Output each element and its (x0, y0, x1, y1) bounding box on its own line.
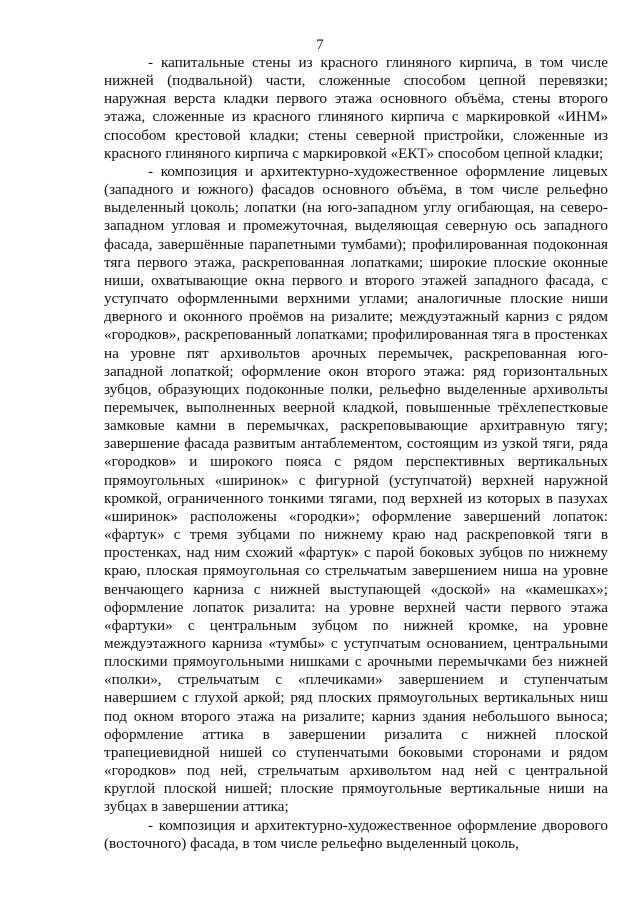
document-body (104, 54, 608, 853)
paragraph-courtyard-facade: - композиция и архитектурно-художественное оформление дворового (восточного) фасада, в том числе рельефно выделенный цоколь, (104, 816, 608, 852)
page-number: 7 (316, 37, 324, 53)
paragraph-main-facades: - композиция и архитектурно-художественное оформление лицевых (западного и южного) фасадов основного объёма, в том числе рельефно выделенный цоколь; лопатки (на юго-западном углу огибающая, на северо-западном угловая и промежуточная, выделяющая северную ось западного фасада, завершённые парапетными тумбами); профилированная подоконная тяга первого этажа, раскрепованная лопатками; широкие плоские оконные ниши, охватывающие окна первого и второго этажей западного фасада, с уступчато оформленными верхними углами; аналогичные плоские ниши дверного и оконного проёмов на ризалите; междуэтажный карниз с рядом «городков», раскрепованный лопатками; профилированная тяга в простенках на уровне пят архивольтов арочных перемычек, раскрепованная юго-западной лопаткой; оформление окон второго этажа: ряд горизонтальных зубцов, образующих подоконные полки, рельефно выделенные архивольты перемычек, выполненных веерной кладкой, повышенные трёхлепестковые замковые камни в перемычках, раскреповывающие архитравную тягу; завершение фасада развитым антаблементом, состоящим из узкой тяги, ряда «городков» и широкого пояса с рядом перспективных вертикальных прямоугольных «ширинок» с фигурной (уступчатой) верхней наружной кромкой, ограниченного тонкими тягами, под верхней из которых в пазухах «ширинок» расположены «городки»; оформление завершений лопаток: «фартук» с тремя зубцами по нижнему краю над раскреповкой тяги в простенках, над ним схожий «фартук» с парой боковых зубцов по нижнему краю, плоская прямоугольная со стрельчатым завершением ниша на уровне венчающего карниза с нижней выступающей «доской» на «камешках»; оформление лопаток ризалита: на уровне верхней части первого этажа «фартуки» с центральным зубцом по нижней кромке, на уровне междуэтажного карниза «тумбы» с уступчатым основанием, центральными плоскими прямоугольными нишками с арочными перемычками без нижней «полки», стрельчатым с «плечиками» завершением и ступенчатым навершием с глухой аркой; ряд плоских прямоугольных вертикальных ниш под окном второго этажа на ризалите; карниз здания небольшого выноса; оформление аттика в завершении ризалита с нижней плоской трапециевидной нишей со ступенчатыми боковыми сторонами и рядом «городков» под ней, стрельчатым архивольтом над ней с центральной круглой плоской нишей; плоские прямоугольные вертикальные ниши на зубцах в завершении аттика; (104, 162, 608, 816)
paragraph-walls: - капитальные стены из красного глиняного кирпича, в том числе нижней (подвальной) части, сложенные способом цепной перевязки; наружная верста кладки первого этажа основного объёма, стены второго этажа, сложенные из красного глиняного кирпича с маркировкой «ИНМ» способом крестовой кладки; стены северной пристройки, сложенные из красного глиняного кирпича с маркировкой «ЕКТ» способом цепной кладки; (104, 54, 608, 162)
